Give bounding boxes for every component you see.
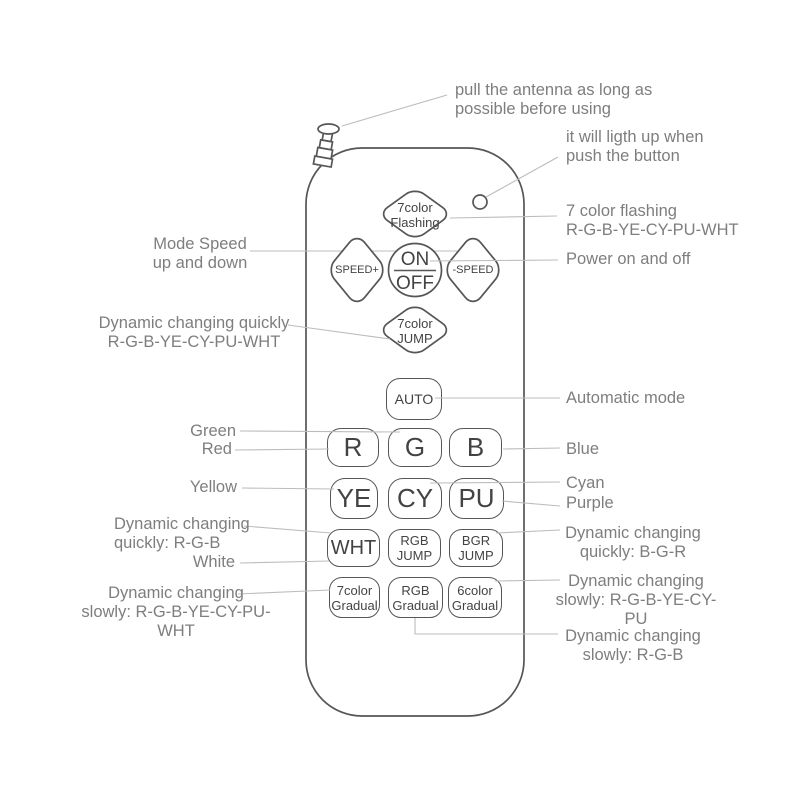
green-button[interactable]: G bbox=[388, 428, 442, 467]
rgb-gradual-button[interactable]: RGB Gradual bbox=[388, 577, 443, 618]
dpad-up-label: 7color Flashing bbox=[390, 200, 440, 230]
annotation-quick-rgb: Dynamic changing quickly: R-G-B bbox=[114, 515, 250, 552]
annotation-power: Power on and off bbox=[566, 250, 691, 268]
speed-minus-label: -SPEED bbox=[452, 264, 494, 276]
auto-button[interactable]: AUTO bbox=[386, 378, 442, 420]
purple-button[interactable]: PU bbox=[449, 478, 504, 519]
annotation-flashing: 7 color flashing R-G-B-YE-CY-PU-WHT bbox=[566, 202, 739, 239]
6color-gradual-button[interactable]: 6color Gradual bbox=[448, 577, 502, 618]
annotation-auto-mode: Automatic mode bbox=[566, 389, 686, 407]
bgr-jump-button[interactable]: BGR JUMP bbox=[449, 529, 503, 567]
white-button[interactable]: WHT bbox=[327, 529, 380, 567]
led-indicator bbox=[473, 195, 487, 209]
annotation-green: Green bbox=[190, 422, 236, 440]
annotation-antenna: pull the antenna as long as possible before using bbox=[455, 81, 653, 118]
7color-gradual-button[interactable]: 7color Gradual bbox=[329, 577, 380, 618]
annotation-slow-6: Dynamic changing slowly: R-G-B-YE-CY-PU bbox=[555, 572, 717, 628]
red-button[interactable]: R bbox=[327, 428, 379, 467]
annotation-jump-quick: Dynamic changing quickly R-G-B-YE-CY-PU-WHT bbox=[98, 314, 290, 351]
blue-button[interactable]: B bbox=[449, 428, 502, 467]
annotation-blue: Blue bbox=[566, 440, 600, 458]
off-label: OFF bbox=[396, 273, 434, 294]
annotation-red: Red bbox=[201, 440, 232, 458]
speed-plus-label: SPEED+ bbox=[335, 264, 379, 276]
annotation-quick-bgr: Dynamic changing quickly: B-G-R bbox=[565, 524, 701, 561]
on-label: ON bbox=[400, 249, 430, 270]
annotation-yellow: Yellow bbox=[189, 478, 237, 496]
annotation-white: White bbox=[192, 553, 235, 571]
annotation-slow-rgb: Dynamic changing slowly: R-G-B bbox=[565, 627, 701, 664]
annotation-mode-speed: Mode Speed up and down bbox=[152, 235, 248, 272]
cyan-button[interactable]: CY bbox=[388, 478, 442, 519]
yellow-button[interactable]: YE bbox=[330, 478, 378, 519]
annotation-cyan: Cyan bbox=[566, 474, 605, 492]
annotation-purple: Purple bbox=[566, 494, 614, 512]
annotation-led: it will ligth up when push the button bbox=[566, 128, 704, 165]
rgb-jump-button[interactable]: RGB JUMP bbox=[388, 529, 441, 567]
dpad-down-label: 7color JUMP bbox=[397, 316, 433, 346]
annotation-slow-7: Dynamic changing slowly: R-G-B-YE-CY-PU-WHT bbox=[81, 584, 271, 640]
